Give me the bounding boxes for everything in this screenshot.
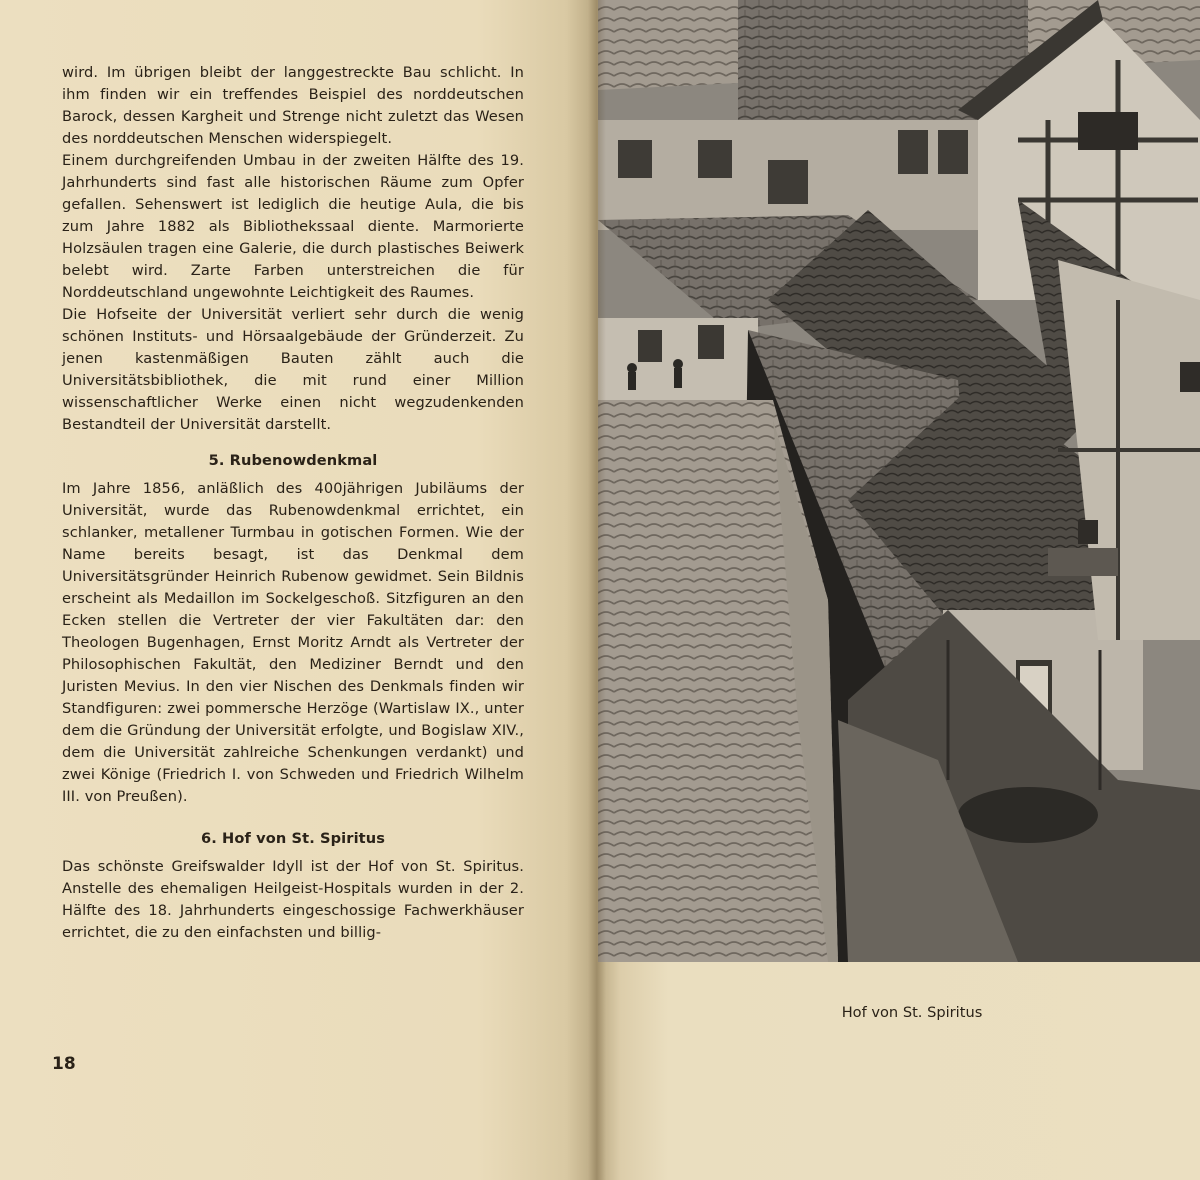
section-text-st-spiritus: Das schönste Greifswalder Idyll ist der Hof von St. Spiritus. Anstelle des ehemaligen Heilgeist-Hospitals wurden in der 2. Hälfte des 18. Jahrhunderts eingeschossige Fachwerkhäuser errichtet, die zu den einfachsten und billig- xyxy=(62,858,524,941)
section-text-rubenowdenkmal: Im Jahre 1856, anläßlich des 400jährigen Jubiläums der Universität, wurde das Rubenowdenkmal errichtet, ein schlanker, metallener Turmbau in gotischen Formen. Wie der Name bereits besagt, ist das Denkmal dem Universitätsgründer Heinrich Rubenow gewidmet. Sein Bildnis erscheint als Medaillon im Sockelgeschoß. Sitzfiguren an den Ecken stellen die Vertreter der vier Fakultäten dar: den Theologen Bugenhagen, Ernst Moritz Arndt als Vertreter der Philosophischen Fakultät, den Mediziner Berndt und den Juristen Mevius. In den vier Nischen des Denkmals finden wir Standfiguren: zwei pommersche Herzöge (Wartislaw IX., unter dem die Gründung der Universität erfolgte, und Bogislaw XIV., dem die Universität zahlreiche Schenkungen verdankt) und zwei Könige (Friedrich I. von Schweden und Friedrich Wilhelm III. von Preußen). xyxy=(62,480,524,805)
paragraph-3: Die Hofseite der Universität verliert sehr durch die wenig schönen Instituts- und Hörsaalgebäude der Gründerzeit. Zu jenen kastenmäßigen Bauten zählt auch die Universitätsbibliothek, die mit rund einer Million wissenschaftlicher Werke einen nicht wegzudenkenden Bestandteil der Universität darstellt. xyxy=(62,306,524,433)
left-page xyxy=(0,0,596,1180)
paragraph-1: wird. Im übrigen bleibt der langgestreckte Bau schlicht. In ihm finden wir ein treffendes Beispiel des norddeutschen Barock, dessen Kargheit und Strenge nicht zuletzt das Wesen des norddeutschen Menschen widerspiegelt. xyxy=(62,64,524,147)
section-heading-rubenowdenkmal: 5. Rubenowdenkmal xyxy=(208,452,378,469)
section-heading-st-spiritus: 6. Hof von St. Spiritus xyxy=(200,830,386,847)
paragraph-2: Einem durchgreifenden Umbau in der zweiten Hälfte des 19. Jahrhunderts sind fast alle historischen Räume zum Opfer gefallen. Sehenswert ist lediglich die heutige Aula, die bis zum Jahre 1882 als Bibliothekssaal diente. Marmorierte Holzsäulen tragen eine Galerie, die durch plastisches Beiwerk belebt wird. Zarte Farben unterstreichen die für Norddeutschland ungewohnte Leichtigkeit des Raumes. xyxy=(62,152,524,301)
photograph-illustration xyxy=(598,0,1200,962)
left-text-column xyxy=(62,62,524,944)
photo-caption: Hof von St. Spiritus xyxy=(841,1004,983,1021)
courtyard-photograph xyxy=(598,0,1200,962)
book-gutter xyxy=(588,0,606,1180)
page-number: 18 xyxy=(52,1054,76,1074)
